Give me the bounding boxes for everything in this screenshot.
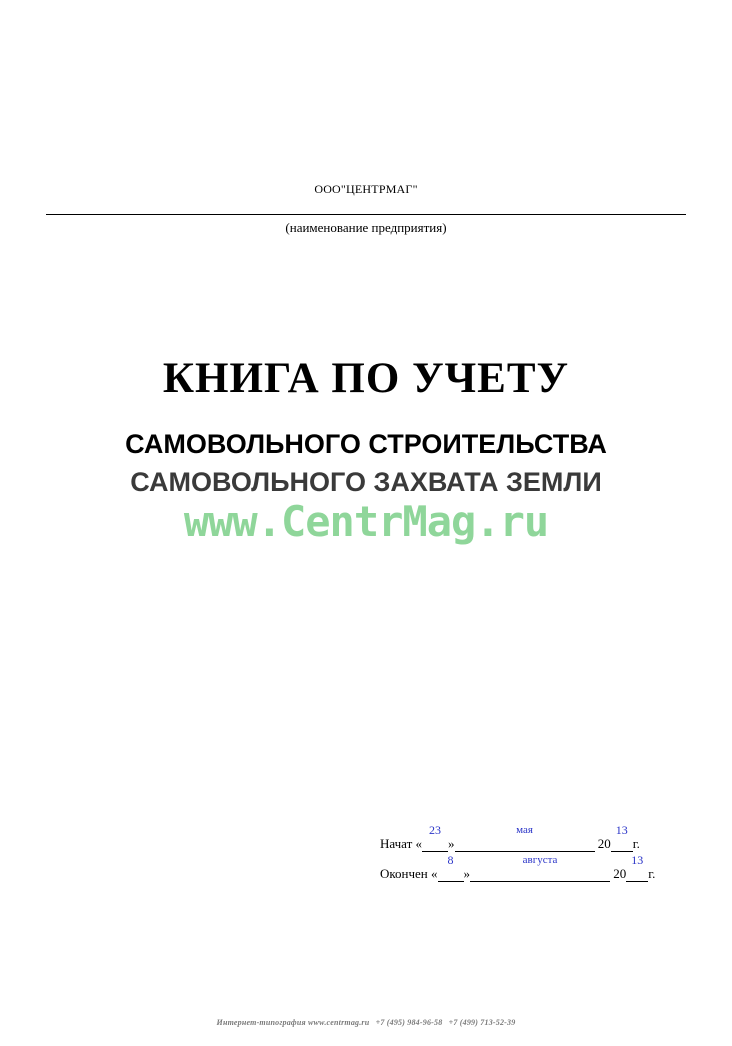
company-name-rule <box>46 214 686 215</box>
date-fields-block <box>380 823 680 896</box>
date-finished-day-slot[interactable] <box>438 853 464 882</box>
date-started-month-value: мая <box>516 824 533 836</box>
date-finished-year-slot[interactable] <box>626 853 648 882</box>
date-finished-close-quote: » <box>463 866 471 881</box>
page-subtitle-line2: САМОВОЛЬНОГО ЗАХВАТА ЗЕМЛИ <box>130 467 602 497</box>
page-title: КНИГА ПО УЧЕТУ <box>162 355 570 402</box>
date-row-finished <box>380 853 680 896</box>
footer-typography-text: Интернет-типография www.centrmag.ru <box>216 1018 370 1027</box>
date-finished-year-suffix: г. <box>648 866 656 881</box>
company-name-caption: (наименование предприятия) <box>285 220 447 235</box>
page-subtitle-line1: САМОВОЛЬНОГО СТРОИТЕЛЬСТВА <box>125 429 607 459</box>
date-finished-month-value: августа <box>522 854 558 866</box>
date-finished-year-value: 13 <box>631 853 644 867</box>
footer-phone-2: +7 (499) 713-52-39 <box>448 1018 516 1027</box>
date-finished-label: Окончен <box>380 866 428 881</box>
date-finished-year-prefix: 20 <box>613 866 627 881</box>
footer-phone-1: +7 (495) 984-96-58 <box>375 1018 443 1027</box>
date-started-year-suffix: г. <box>632 836 640 851</box>
company-name-block <box>46 182 686 196</box>
date-started-open-quote: « <box>415 836 423 851</box>
date-started-close-quote: » <box>448 836 455 851</box>
watermark-centrmag: www.CentrMag.ru <box>183 497 549 546</box>
date-started-year-prefix: 20 <box>597 836 611 851</box>
date-started-label: Начат <box>380 836 413 851</box>
date-started-month-slot[interactable] <box>455 824 595 852</box>
date-started-day-slot[interactable] <box>422 823 448 852</box>
date-finished-open-quote: « <box>431 866 438 881</box>
date-finished-month-slot[interactable] <box>470 854 610 882</box>
date-started-year-slot[interactable] <box>611 823 633 852</box>
date-started-year-value: 13 <box>615 823 628 837</box>
date-started-day-value: 23 <box>429 823 442 837</box>
footer-imprint <box>0 1018 732 1027</box>
company-name: ООО"ЦЕНТРМАГ" <box>314 182 418 196</box>
date-finished-day-value: 8 <box>447 853 454 867</box>
